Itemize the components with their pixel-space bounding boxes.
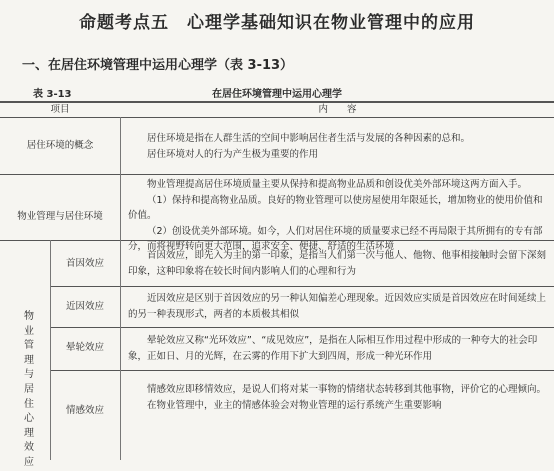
row-label-concept: 居住环境的概念 <box>26 140 94 151</box>
table-label: 表 3-13 <box>33 89 72 100</box>
page-title: 命题考点五 心理学基础知识在物业管理中的应用 <box>79 13 475 33</box>
row-label-recency: 近因效应 <box>65 301 104 312</box>
table-caption: 在居住环境管理中运用心理学 <box>212 89 342 100</box>
row-label-management: 物业管理与居住环境 <box>17 211 103 222</box>
row-content-emotion <box>128 382 548 413</box>
row-label-primacy: 首因效应 <box>65 258 104 269</box>
row-label-emotion: 情感效应 <box>65 405 104 416</box>
text-line: 居住环境对人的行为产生极为重要的作用 <box>147 148 319 160</box>
header-content: 内 容 <box>318 104 357 115</box>
row-rule <box>50 286 554 287</box>
row-content-halo: 晕轮效应又称“光环效应”、“成见效应”，是指在人际相互作用过程中形成的一种夸大的社会印象，正如日、月的光辉，在云雾的作用下扩大到四周，形成一种光环作用 <box>128 335 538 362</box>
row-rule <box>0 174 554 175</box>
text-line: 情感效应即移情效应，是说人们将对某一事物的情绪状态转移到其他事物，评价它的心理倾向。 <box>147 384 547 395</box>
section-heading: 一、在居住环境管理中运用心理学（表 3-13） <box>22 58 294 73</box>
row-content-concept <box>128 131 548 162</box>
row-content-management <box>128 177 548 255</box>
column-divider <box>120 117 121 460</box>
header-item: 项目 <box>50 104 70 115</box>
text-line: 在物业管理中，业主的情感体验会对物业管理的运行系统产生重要影响 <box>147 399 442 411</box>
row-content-primacy: 首因效应，即先入为主的第一印象，是指当人们第一次与他人、他物、他事相接触时会留下深刻印象，这种印象将在较长时间内影响人们的心理和行为 <box>128 250 547 277</box>
text-line: （2）创设优美外部环境。如今，人们对居住环境的质量要求已经不再局限于其所拥有的专有部分，而将视野转向更大范围，追求安全、便捷、舒适的生活环境 <box>128 225 543 252</box>
row-rule <box>50 327 554 328</box>
row-rule <box>50 370 554 371</box>
text-line: 居住环境是指在人群生活的空间中影响居住者生活与发展的各种因素的总和。 <box>147 133 471 144</box>
group-label: 物业管理与居住心理效应 <box>24 311 34 468</box>
text-line: 物业管理提高居住环境质量主要从保持和提高物业品质和创设优美外部环境这两方面入手。 <box>147 179 528 190</box>
row-label-halo: 晕轮效应 <box>65 342 104 353</box>
row-content-recency: 近因效应是区别于首因效应的另一种认知偏差心理现象。近因效应实质是首因效应在时间延续上的另一种表现形式，两者的本质极其相似 <box>128 293 547 320</box>
text-line: （1）保持和提高物业品质。良好的物业管理可以使房屋使用年限延长，增加物业的使用价值和价值。 <box>128 194 543 221</box>
